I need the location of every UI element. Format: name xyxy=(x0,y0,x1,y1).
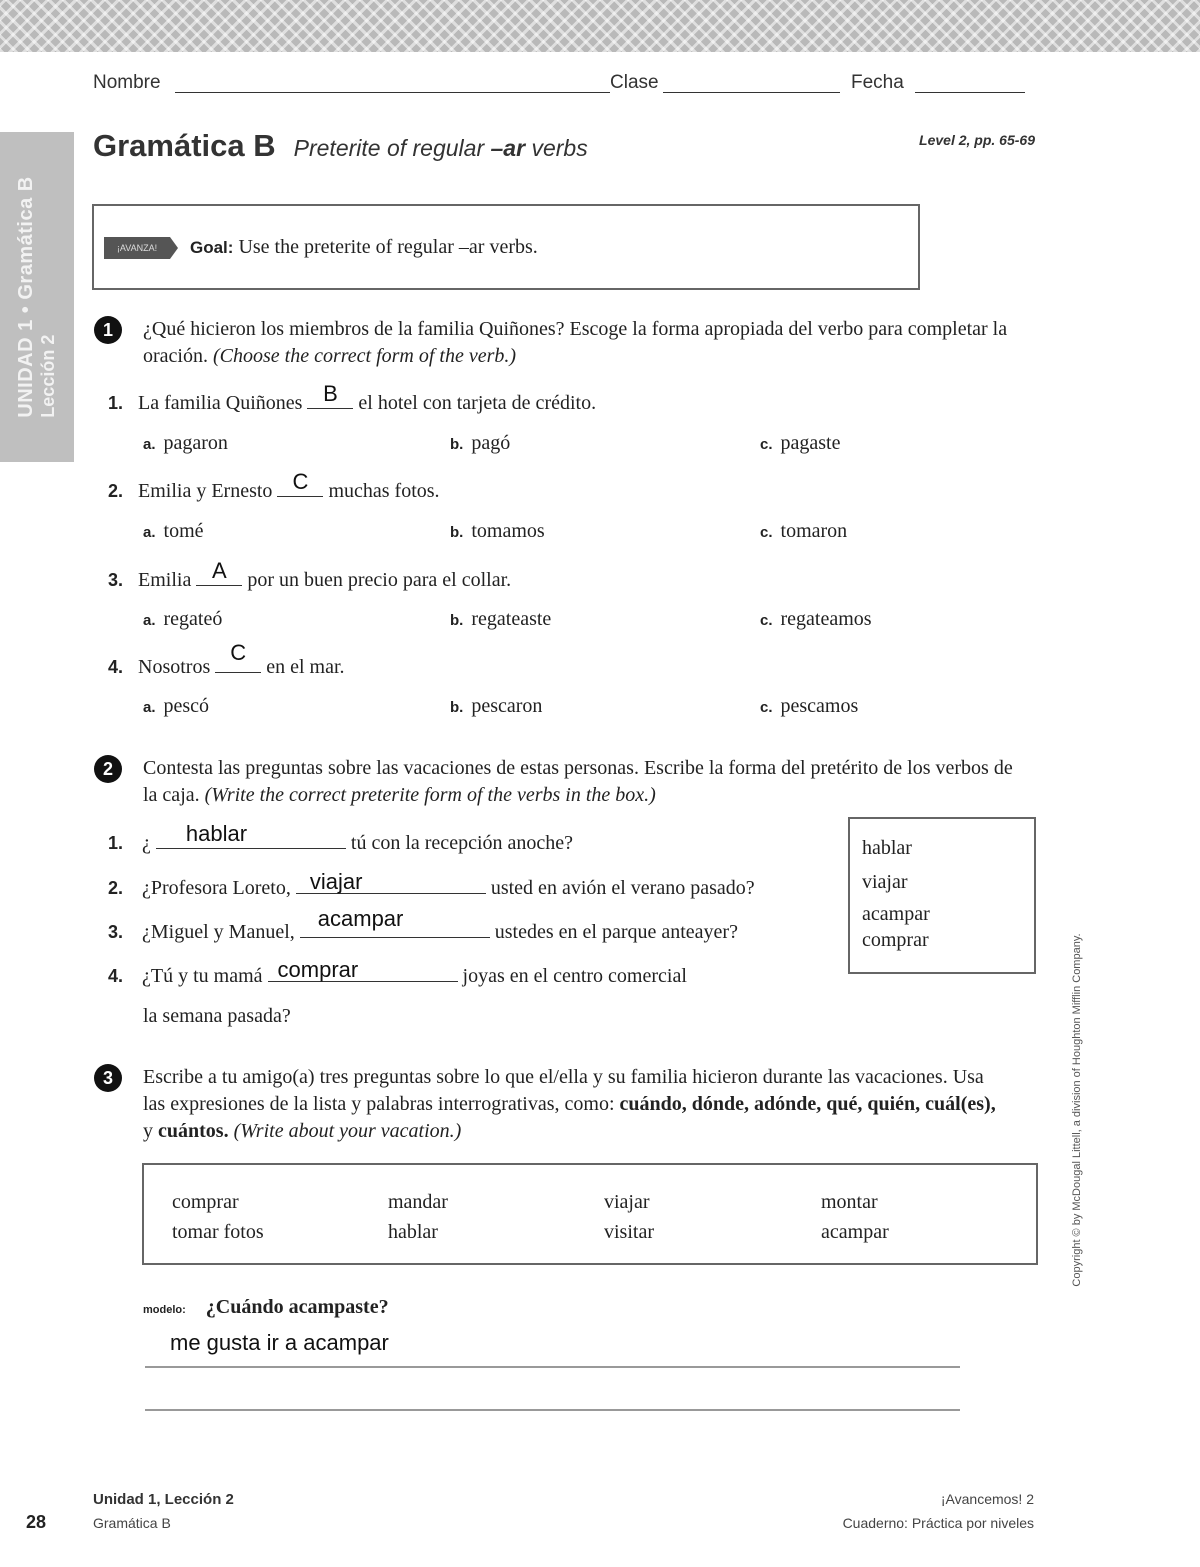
decorative-pattern-band xyxy=(0,0,1200,52)
list-word: mandar xyxy=(388,1191,448,1213)
student-answer: me gusta ir a acampar xyxy=(170,1330,389,1355)
title-subtitle: Preterite of regular –ar verbs xyxy=(293,135,588,161)
clase-field[interactable] xyxy=(668,92,840,93)
option-c[interactable]: c. regateamos xyxy=(760,608,872,630)
activity-2-number: 2 xyxy=(94,755,122,783)
list-word: comprar xyxy=(172,1191,239,1213)
option-a[interactable]: a. pagaron xyxy=(143,432,228,454)
option-a[interactable]: a. pescó xyxy=(143,695,210,717)
verb-word-box xyxy=(848,817,1036,974)
answer-blank[interactable]: viajar xyxy=(296,869,486,894)
answer-blank[interactable]: B xyxy=(307,386,353,409)
activity-2-item-4: 4. ¿Tú y tu mamá comprar joyas en el centro comercial xyxy=(108,957,687,987)
activity-1-number: 1 xyxy=(94,316,122,344)
answer-blank[interactable]: acampar xyxy=(300,913,490,938)
answer-blank[interactable]: A xyxy=(196,563,242,586)
option-b[interactable]: b. regateaste xyxy=(450,608,552,630)
goal-box xyxy=(92,204,920,290)
level-reference: Level 2, pp. 65-69 xyxy=(919,132,1035,148)
option-a[interactable]: a. regateó xyxy=(143,608,223,630)
list-word: acampar xyxy=(821,1221,889,1243)
title-main: Gramática B xyxy=(93,128,276,163)
box-word: viajar xyxy=(862,871,908,893)
box-word: acampar xyxy=(862,903,930,925)
activity-2-item-4-continued: la semana pasada? xyxy=(143,1005,291,1027)
box-word: comprar xyxy=(862,929,929,951)
unit-side-tab xyxy=(0,132,74,462)
side-tab-unit: UNIDAD 1 • Gramática B xyxy=(15,176,37,418)
nombre-label: Nombre xyxy=(93,72,161,93)
option-b[interactable]: b. pescaron xyxy=(450,695,543,717)
activity-2-instructions: Contesta las preguntas sobre las vacaciones de estas personas. Escribe la forma del pretérito de los verbos de la caja. (Write the correct preterite form of the verbs in the box.) xyxy=(143,757,1013,806)
modelo-label: modelo: xyxy=(143,1304,186,1316)
activity-1-item-2: 2. Emilia y Ernesto C muchas fotos. xyxy=(108,469,440,502)
option-c[interactable]: c. pagaste xyxy=(760,432,841,454)
box-word: hablar xyxy=(862,837,912,859)
fecha-field[interactable] xyxy=(915,92,1025,93)
option-b[interactable]: b. tomamos xyxy=(450,520,545,542)
activity-3-instructions: Escribe a tu amigo(a) tres preguntas sobre lo que el/ella y su familia hicieron durante las vacaciones. Usa las expresiones de la lista y palabras interrogrativas, como: cuándo, dónde, adónde, qué, quién, cuál(es), y cuántos. (Write about your vacation.) xyxy=(143,1066,996,1142)
expression-list-box xyxy=(142,1163,1038,1265)
answer-blank[interactable]: C xyxy=(215,650,261,673)
footer-section: Gramática B xyxy=(93,1515,171,1531)
option-a[interactable]: a. tomé xyxy=(143,520,204,542)
answer-blank[interactable]: hablar xyxy=(156,824,346,849)
activity-3-number: 3 xyxy=(94,1064,122,1092)
list-word: montar xyxy=(821,1191,878,1213)
page-number: 28 xyxy=(26,1512,47,1532)
activity-2-item-1: 1. ¿ hablar tú con la recepción anoche? xyxy=(108,821,574,854)
activity-2-item-2: 2. ¿Profesora Loreto, viajar usted en avión el verano pasado? xyxy=(108,869,755,899)
clase-label: Clase xyxy=(610,72,663,94)
activity-1-instructions: ¿Qué hicieron los miembros de la familia Quiñones? Escoge la forma apropiada del verbo para completar la oración. (Choose the correct form of the verb.) xyxy=(143,318,1008,367)
footer-workbook: Cuaderno: Práctica por niveles xyxy=(842,1515,1034,1531)
activity-1-item-1: 1. La familia Quiñones B el hotel con tarjeta de crédito. xyxy=(108,381,597,414)
modelo xyxy=(143,1296,389,1319)
avanza-badge: ¡AVANZA! xyxy=(104,237,170,259)
header-fields xyxy=(93,70,1028,100)
activity-2-item-3: 3. ¿Miguel y Manuel, acampar ustedes en el parque anteayer? xyxy=(108,906,738,943)
fecha-label: Fecha xyxy=(851,72,904,93)
list-word: viajar xyxy=(604,1191,650,1213)
arrow-icon xyxy=(170,237,178,259)
modelo-text: ¿Cuándo acampaste? xyxy=(205,1296,389,1318)
copyright-notice: Copyright © by McDougal Littell, a division of Houghton Mifflin Company. xyxy=(1071,933,1083,1287)
list-word: tomar fotos xyxy=(172,1221,264,1243)
answer-blank[interactable]: comprar xyxy=(268,957,458,982)
footer-unit: Unidad 1, Lección 2 xyxy=(93,1491,234,1508)
footer-book: ¡Avancemos! 2 xyxy=(940,1491,1034,1507)
option-c[interactable]: c. tomaron xyxy=(760,520,848,542)
page-title xyxy=(93,128,713,164)
side-tab-lesson: Lección 2 xyxy=(38,334,58,418)
option-c[interactable]: c. pescamos xyxy=(760,695,859,717)
answer-blank[interactable]: C xyxy=(277,474,323,497)
goal-text: Goal: Use the preterite of regular –ar verbs. xyxy=(190,236,538,258)
option-b[interactable]: b. pagó xyxy=(450,432,511,454)
list-word: visitar xyxy=(604,1221,654,1243)
answer-line[interactable] xyxy=(145,1409,960,1411)
list-word: hablar xyxy=(388,1221,438,1243)
activity-1-item-3: 3. Emilia A por un buen precio para el collar. xyxy=(108,558,512,591)
activity-1-item-4: 4. Nosotros C en el mar. xyxy=(108,640,345,678)
answer-line[interactable] xyxy=(145,1366,960,1368)
